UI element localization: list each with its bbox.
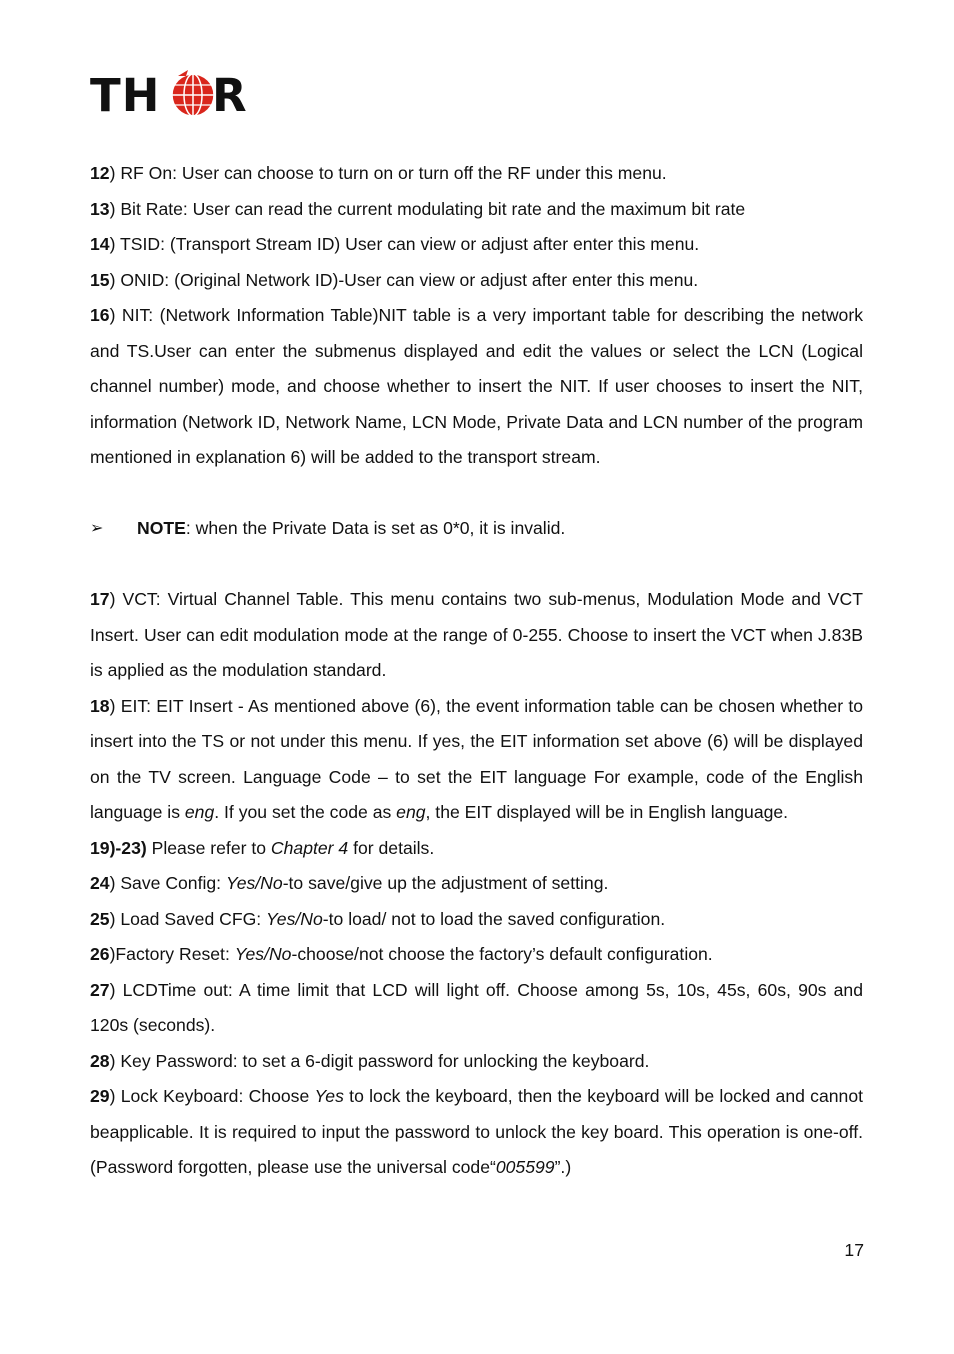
item-15: 15) ONID: (Original Network ID)-User can view or adjust after enter this menu. bbox=[90, 269, 699, 290]
item-13: 13) Bit Rate: User can read the current modulating bit rate and the maximum bit rate bbox=[90, 198, 746, 219]
item-16: 16) NIT: (Network Information Table)NIT table is a very important table for describing the network and TS.User can enter the submenus displayed and edit the values or select the LCN (Logical channel number) mode, and choose whether to insert the NIT. If user chooses to insert the NIT, information (Network ID, Network Name, LCN Mode, Private Data and LCN number of the program mentioned in explanation 6) will be added to the transport stream. bbox=[90, 305, 863, 467]
item-18: 18) EIT: EIT Insert - As mentioned above (6), the event information table can be chosen whether to insert into the TS or not under this menu. If yes, the EIT information set above (6) will be displayed on the TV screen. Language Code – to set the EIT language For example, code of the English language is eng. If you set the code as eng, the EIT displayed will be in English language. bbox=[90, 695, 863, 822]
thor-logo bbox=[90, 68, 250, 124]
item-27: 27) LCDTime out: A time limit that LCD will light off. Choose among 5s, 10s, 45s, 60s, 90s and 120s (seconds). bbox=[90, 979, 863, 1035]
document-body bbox=[90, 156, 863, 1186]
logo-text-right: R bbox=[212, 69, 248, 122]
item-17: 17) VCT: Virtual Channel Table. This menu contains two sub-menus, Modulation Mode and VCT Insert. User can edit modulation mode at the range of 0-255. Choose to insert the VCT when J.83B is applied as the modulation standard. bbox=[90, 589, 863, 680]
item-14: 14) TSID: (Transport Stream ID) User can view or adjust after enter this menu. bbox=[90, 234, 700, 254]
item-29: 29) Lock Keyboard: Choose Yes to lock the keyboard, then the keyboard will be locked and cannot beapplicable. It is required to input the password to unlock the key board. This operation is one-off. (Password forgotten, please use the universal code“005599”.) bbox=[90, 1086, 863, 1177]
item-26: 26)Factory Reset: Yes/No-choose/not choose the factory’s default configuration. bbox=[90, 944, 713, 964]
note: ➢ NOTE: when the Private Data is set as 0*0, it is invalid. bbox=[90, 511, 863, 547]
item-25: 25) Load Saved CFG: Yes/No-to load/ not to load the saved configuration. bbox=[90, 908, 666, 929]
page-number: 17 bbox=[844, 1240, 864, 1260]
arrow-bullet-icon: ➢ bbox=[90, 520, 104, 537]
item-19-23: 19)-23) Please refer to Chapter 4 for details. bbox=[90, 837, 435, 858]
logo-text-left: TH bbox=[90, 69, 161, 122]
item-24: 24) Save Config: Yes/No-to save/give up the adjustment of setting. bbox=[90, 873, 609, 893]
globe-icon bbox=[170, 68, 216, 120]
item-12: 12) RF On: User can choose to turn on or turn off the RF under this menu. bbox=[90, 163, 667, 183]
item-28: 28) Key Password: to set a 6-digit password for unlocking the keyboard. bbox=[90, 1050, 650, 1071]
